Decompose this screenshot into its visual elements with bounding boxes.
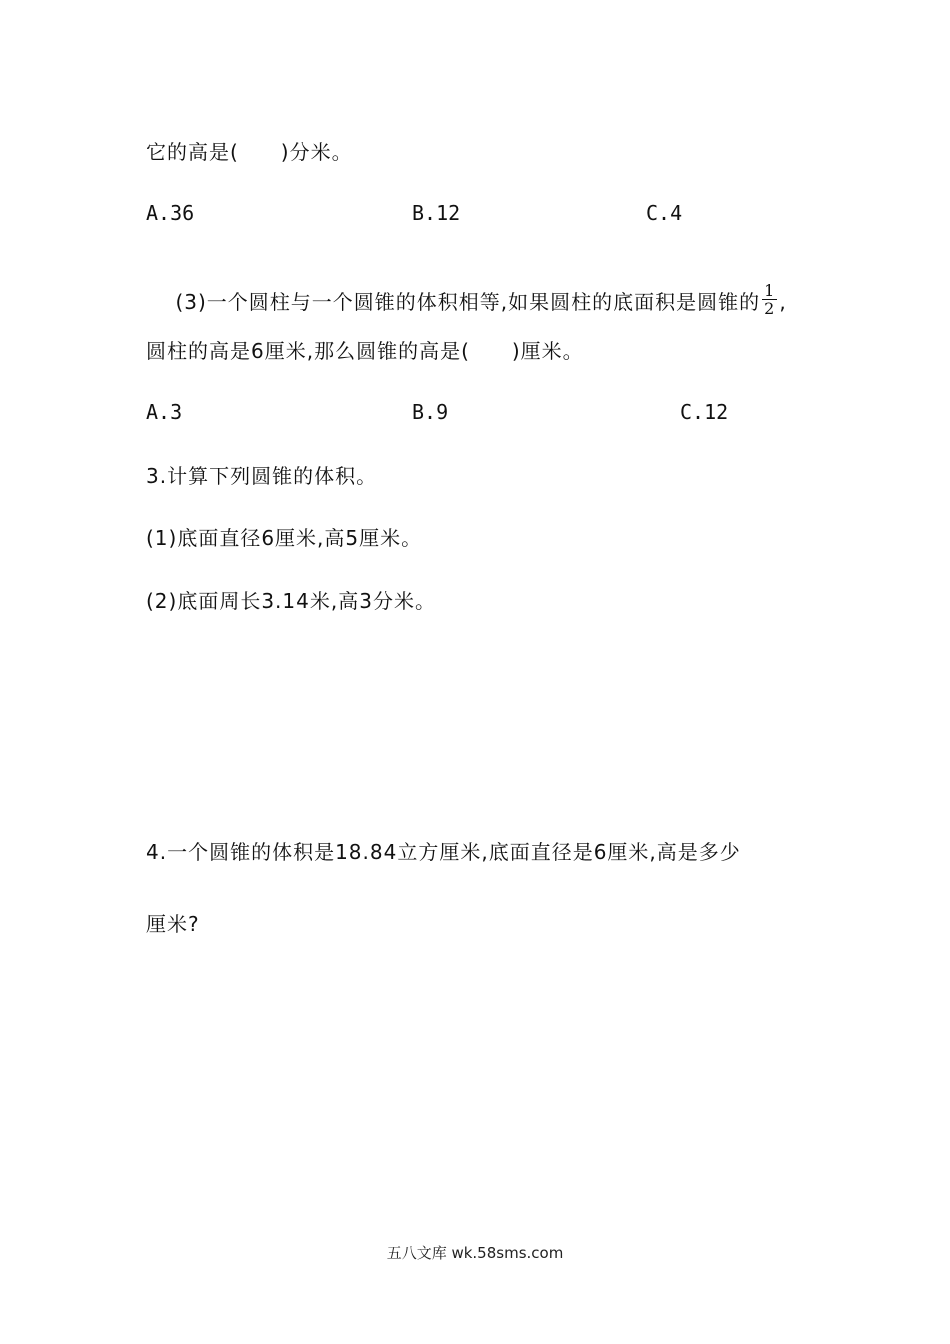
question-2-2-option-b: B.12 [412, 201, 461, 225]
question-2-3-option-c: C.12 [680, 400, 729, 424]
question-2-3-stem-text: (3)一个圆柱与一个圆锥的体积相等,如果圆柱的底面积是圆锥的 [175, 290, 761, 314]
question-3-item-1: (1)底面直径6厘米,高5厘米。 [146, 526, 423, 550]
page-footer-watermark: 五八文库 wk.58sms.com [386, 1244, 564, 1262]
question-2-3-stem-comma: , [779, 290, 787, 314]
question-4-line2: 厘米? [146, 912, 200, 936]
question-2-2-stem-tail: 它的高是( )分米。 [146, 140, 353, 164]
fraction-denominator: 2 [764, 299, 776, 318]
question-2-2-option-a: A.36 [146, 201, 195, 225]
fraction-numerator: 1 [764, 281, 776, 300]
question-2-3-stem-line2: 圆柱的高是6厘米,那么圆锥的高是( )厘米。 [146, 339, 584, 363]
question-4-line1: 4.一个圆锥的体积是18.84立方厘米,底面直径是6厘米,高是多少 [146, 840, 741, 864]
question-3-item-2: (2)底面周长3.14米,高3分米。 [146, 589, 436, 613]
question-2-3-stem-line1 [146, 260, 787, 347]
question-3-title: 3.计算下列圆锥的体积。 [146, 464, 378, 488]
question-2-2-option-c: C.4 [646, 201, 683, 225]
fraction-one-half [762, 282, 777, 317]
question-2-3-option-b: B.9 [412, 400, 449, 424]
question-2-3-option-a: A.3 [146, 400, 183, 424]
